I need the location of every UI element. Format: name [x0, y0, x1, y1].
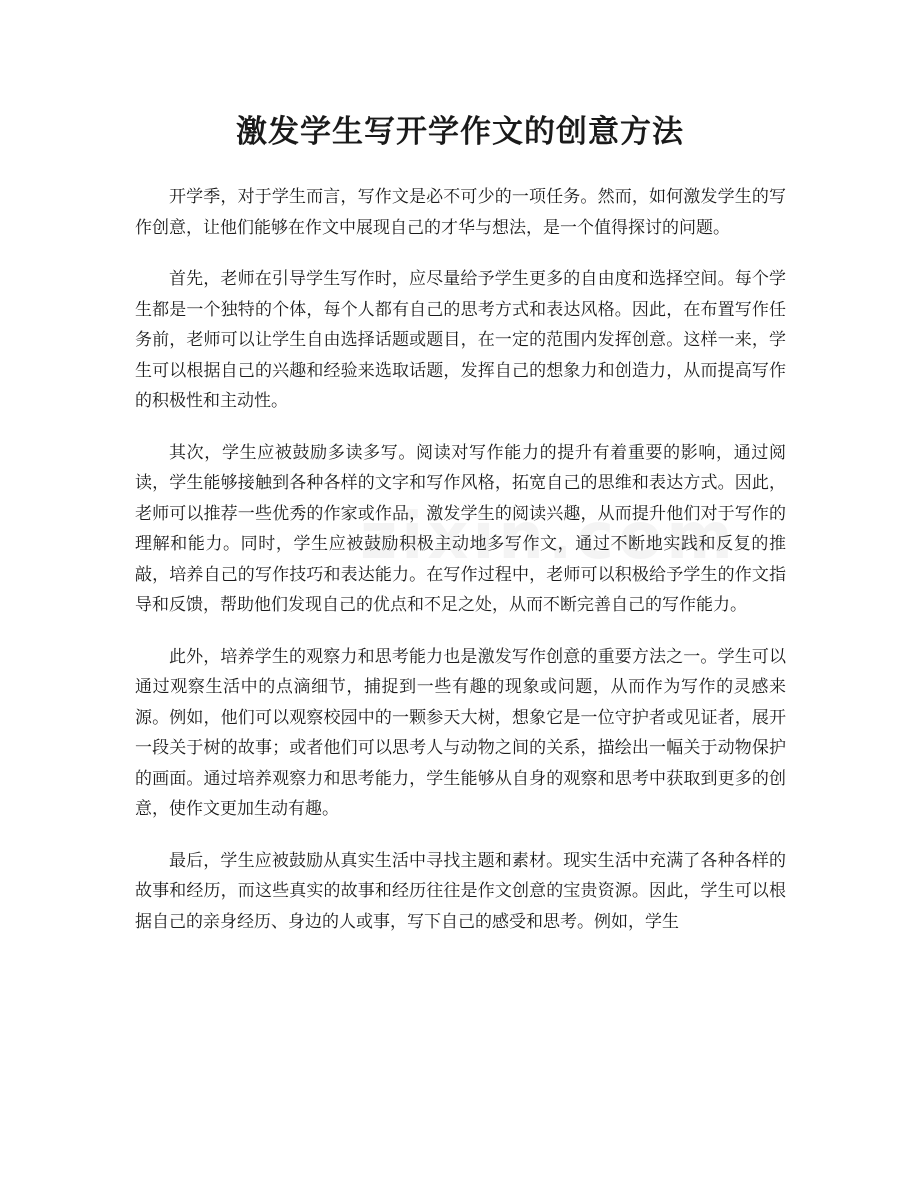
- paragraph: 开学季，对于学生而言，写作文是必不可少的一项任务。然而，如何激发学生的写作创意，让他们能够在作文中展现自己的才华与想法，是一个值得探讨的问题。: [135, 187, 786, 238]
- paragraph: 此外，培养学生的观察力和思考能力也是激发写作创意的重要方法之一。学生可以通过观察生活中的点滴细节，捕捉到一些有趣的现象或问题，从而作为写作的灵感来源。例如，他们可以观察校园中的一颗参天大树，想象它是一位守护者或见证者，展开一段关于树的故事；或者他们可以思考人与动物之间的关系，描绘出一幅关于动物保护的画面。通过培养观察力和思考能力，学生能够从自身的观察和思考中获取到更多的创意，使作文更加生动有趣。: [135, 646, 786, 819]
- paragraph: 首先，老师在引导学生写作时，应尽量给予学生更多的自由度和选择空间。每个学生都是一个独特的个体，每个人都有自己的思考方式和表达风格。因此，在布置写作任务前，老师可以让学生自由选择话题或题目，在一定的范围内发挥创意。这样一来，学生可以根据自己的兴趣和经验来选取话题，发挥自己的想象力和创造力，从而提高写作的积极性和主动性。: [135, 269, 786, 411]
- document-title: 激发学生写开学作文的创意方法: [236, 114, 684, 150]
- document-body: [135, 182, 786, 958]
- paragraph: 其次，学生应被鼓励多读多写。阅读对写作能力的提升有着重要的影响，通过阅读，学生能够接触到各种各样的文字和写作风格，拓宽自己的思维和表达方式。因此，老师可以推荐一些优秀的作家或作品，激发学生的阅读兴趣，从而提升他们对于写作的理解和能力。同时，学生应被鼓励积极主动地多写作文，通过不断地实践和反复的推敲，培养自己的写作技巧和表达能力。在写作过程中，老师可以积极给予学生的作文指导和反馈，帮助他们发现自己的优点和不足之处，从而不断完善自己的写作能力。: [135, 442, 786, 615]
- paragraph: 最后，学生应被鼓励从真实生活中寻找主题和素材。现实生活中充满了各种各样的故事和经历，而这些真实的故事和经历往往是作文创意的宝贵资源。因此，学生可以根据自己的亲身经历、身边的人或事，写下自己的感受和思考。例如，学生: [135, 850, 786, 932]
